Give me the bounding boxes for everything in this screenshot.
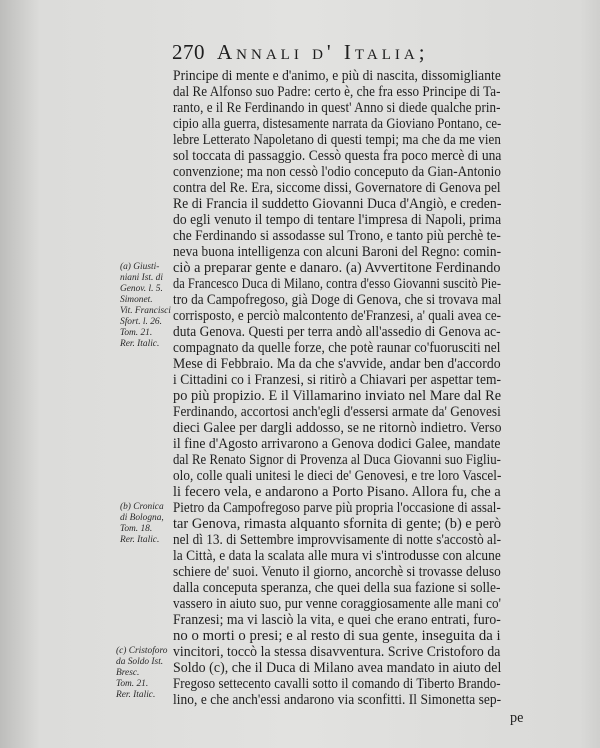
text-line: dalla conceputa speranza, che quei della sua fazione si solle- (173, 580, 501, 596)
text-line: no o morti o presi; e al resto di sua gente, inseguita da i (173, 628, 501, 644)
text-line: sol toccata di passaggio. Cessò questa fra poco mercè di una (173, 148, 502, 164)
margin-note-line: Tom. 18. (120, 524, 153, 534)
text-line: dal Re Renato Signor di Provenza al Duca Giovanni suo Figliu- (173, 452, 501, 468)
text-line: il fine d'Agosto arrivarono a Genova dodici Galee, mandate (173, 436, 501, 452)
text-line: Mese di Febbraio. Ma da che s'avvide, andar ben d'accordo (173, 356, 501, 372)
text-line: ciò a preparar gente e danaro. (a) Avvertitone Ferdinando (173, 260, 501, 276)
margin-note-line: Tom. 21. (120, 328, 153, 338)
text-line: dieci Galee per dargli addosso, se ne ritornò indietro. Verso (173, 420, 502, 436)
text-line: Soldo (c), che il Duca di Milano avea mandato in aiuto del (173, 660, 502, 676)
text-line: contra del Re. Era, siccome dissi, Governatore di Genova pel (173, 180, 501, 196)
catchword: pe (510, 710, 524, 726)
text-line: i Cittadini co i Franzesi, si ritirò a Chiavari per aspettar tem- (173, 372, 502, 388)
text-line: Pietro da Campofregoso parve più propria l'occasione di assal- (173, 500, 501, 516)
text-line: Re di Francia il suddetto Giovanni Duca d'Angiò, e creden- (173, 196, 502, 212)
text-line: do egli venuto il tempo di tentare l'impresa di Napoli, prima (173, 212, 502, 228)
text-line: tar Genova, rimasta alquanto sfornita di gente; (b) e però (173, 516, 502, 532)
margin-note-line: Genov. l. 5. (120, 284, 163, 294)
text-line: Ferdinando, accortosi anch'egli d'essersi armate da' Genovesi (173, 404, 501, 420)
text-line: ranto, e il Re Ferdinando in quest' Anno si diede qualche prin- (173, 100, 501, 116)
margin-note-line: Rer. Italic. (116, 690, 156, 700)
text-line: vincitori, toccò la stessa disavventura. Scrive Cristoforo da (173, 644, 501, 660)
margin-note-line: Simonet. (120, 295, 153, 305)
text-line: olo, colle quali unitesi le dieci de' Genovesi, e tre loro Vascel- (173, 468, 502, 484)
text-line: da Francesco Duca di Milano, contra d'esso Giovanni suscitò Pie- (173, 276, 501, 292)
text-line: lebre Letterato Napoletano di questi tempi; ma che da me vien (173, 132, 501, 148)
text-line: li fecero vela, e andarono a Porto Pisano. Allora fu, che a (173, 484, 501, 500)
page-number: 270 (172, 40, 205, 64)
text-line: nel dì 13. di Settembre improvvisamente di notte s'accostò al- (173, 532, 502, 548)
text-line: neva buona intelligenza con alcuni Baroni del Regno: comin- (173, 244, 502, 260)
text-line: dal Re Alfonso suo Padre: certo è, che fra esso Principe di Ta- (173, 84, 501, 100)
text-line: lino, e che anch'essi andarono via sconfitti. Il Simonetta sep- (173, 692, 502, 708)
text-line: Franzesi; ma vi lasciò la vita, e quei che erano entrati, furo- (173, 612, 501, 628)
margin-note-line: (b) Cronica (120, 502, 164, 512)
margin-note-line: niani Ist. di (120, 273, 163, 283)
text-line: schiere de' suoi. Venuto il giorno, ancorchè si trovasse deluso (173, 564, 501, 580)
text-line: Principe di mente e d'animo, e più di nascita, dissomigliante (173, 68, 501, 84)
margin-note-line: Sfort. l. 26. (120, 317, 162, 327)
text-line: che Ferdinando si assodasse sul Trono, e tanto più perchè te- (173, 228, 501, 244)
margin-note-line: Bresc. (116, 668, 140, 678)
text-line: duta Genova. Questi per terra andò all'assedio di Genova ac- (173, 324, 501, 340)
margin-note-line: Tom. 21. (116, 679, 149, 689)
margin-note-line: Rer. Italic. (120, 535, 160, 545)
text-line: compagnato da quelle forze, che potè raunar co'fuorusciti nel (173, 340, 501, 356)
margin-note-line: (a) Giusti- (120, 262, 160, 272)
text-line: vassero in aiuto suo, pur venne coraggiosamente alle mani co' (173, 596, 502, 612)
text-line: cipio alla guerra, distesamente narrata da Gioviano Pontano, ce- (173, 116, 502, 132)
margin-note-line: Vit. Francisci (120, 306, 171, 316)
margin-note-line: (c) Cristoforo (116, 646, 168, 656)
running-title: Annali d' Italia; (217, 40, 429, 64)
text-line: corrisposto, e perciò malcontento de'Franzesi, a' quali avea ce- (173, 308, 502, 324)
text-line: la Città, e data la scalata alle mura vi s'introdusse con alcune (173, 548, 501, 564)
margin-note-line: Rer. Italic. (120, 339, 160, 349)
text-line: tro da Campofregoso, già Doge di Genova, che si trovava mal (173, 292, 502, 308)
text-line: po più propizio. E il Villamarino inviato nel Mare dal Re (173, 388, 502, 404)
text-line: convenzione; ma non cessò l'odio conceputo da Gian-Antonio (173, 164, 501, 180)
margin-note-line: di Bologna, (120, 513, 164, 523)
text-line: Fregoso settecento cavalli sotto il comando di Tiberto Brando- (173, 676, 501, 692)
margin-note-line: da Soldo Ist. (116, 657, 164, 667)
